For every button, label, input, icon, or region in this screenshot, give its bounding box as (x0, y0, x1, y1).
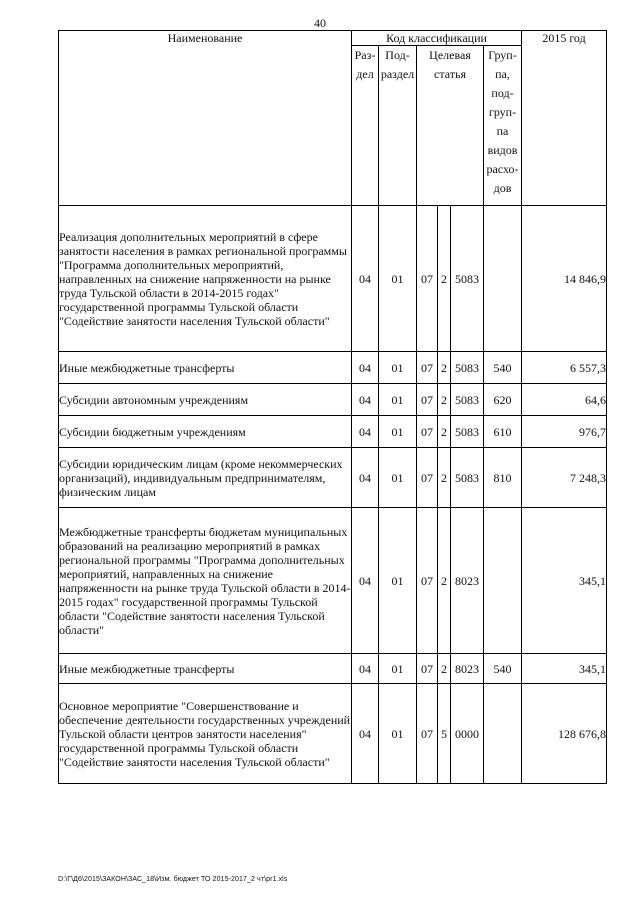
table-row (59, 684, 607, 784)
row-expense-group: 810 (484, 448, 522, 508)
row-target-part1: 07 (417, 352, 438, 384)
row-name: Субсидии бюджетным учреждениям (59, 416, 352, 448)
row-amount: 7 248,3 (522, 448, 607, 508)
budget-table (58, 30, 607, 784)
table-row (59, 206, 607, 352)
row-amount: 6 557,3 (522, 352, 607, 384)
row-target-part1: 07 (417, 384, 438, 416)
row-subsection: 01 (379, 508, 417, 654)
row-name: Основное мероприятие "Совершенствование и обеспечение деятельности государственных учреждений Тульской области центров занятости населения" государственной программы Тульской области "Содействие занятости населения Тульской области" (59, 684, 352, 784)
row-target-part1: 07 (417, 684, 438, 784)
row-name: Субсидии автономным учреждениям (59, 384, 352, 416)
row-target-part2: 2 (438, 352, 451, 384)
row-expense-group: 620 (484, 384, 522, 416)
header-subsection: Под- раздел (379, 46, 417, 206)
row-target-part3: 8023 (451, 654, 484, 684)
row-amount: 345,1 (522, 654, 607, 684)
row-subsection: 01 (379, 448, 417, 508)
row-amount: 64,6 (522, 384, 607, 416)
row-target-part3: 5083 (451, 416, 484, 448)
row-section: 04 (352, 206, 379, 352)
row-amount: 345,1 (522, 508, 607, 654)
row-target-part2: 2 (438, 508, 451, 654)
row-section: 04 (352, 448, 379, 508)
row-target-part2: 2 (438, 384, 451, 416)
row-subsection: 01 (379, 684, 417, 784)
table-row (59, 508, 607, 654)
header-expense-group: Груп- па, под- груп- па видов расхо- дов (484, 46, 522, 206)
row-section: 04 (352, 654, 379, 684)
row-target-part2: 2 (438, 654, 451, 684)
row-target-part1: 07 (417, 206, 438, 352)
row-target-part3: 5083 (451, 448, 484, 508)
row-section: 04 (352, 508, 379, 654)
row-target-part1: 07 (417, 448, 438, 508)
row-target-part2: 2 (438, 206, 451, 352)
row-target-part1: 07 (417, 416, 438, 448)
row-target-part2: 2 (438, 416, 451, 448)
row-expense-group (484, 206, 522, 352)
row-subsection: 01 (379, 416, 417, 448)
row-subsection: 01 (379, 206, 417, 352)
row-expense-group: 610 (484, 416, 522, 448)
row-target-part1: 07 (417, 654, 438, 684)
row-name: Реализация дополнительных мероприятий в сфере занятости населения в рамках региональной программы "Программа дополнительных мероприятий, направленных на снижение напряженности на рынке труда Тульской области в 2014-2015 годах" государственной программы Тульской области "Содействие занятости населения Тульской области" (59, 206, 352, 352)
row-section: 04 (352, 684, 379, 784)
row-target-part2: 5 (438, 684, 451, 784)
row-target-part3: 5083 (451, 206, 484, 352)
header-year: 2015 год (522, 31, 607, 206)
row-name: Иные межбюджетные трансферты (59, 352, 352, 384)
table-row (59, 654, 607, 684)
row-target-part1: 07 (417, 508, 438, 654)
table-row (59, 384, 607, 416)
row-target-part3: 5083 (451, 352, 484, 384)
header-name: Наименование (59, 31, 352, 206)
row-target-part2: 2 (438, 448, 451, 508)
row-subsection: 01 (379, 352, 417, 384)
row-amount: 14 846,9 (522, 206, 607, 352)
header-section: Раз- дел (352, 46, 379, 206)
row-section: 04 (352, 416, 379, 448)
table-row (59, 352, 607, 384)
row-name: Иные межбюджетные трансферты (59, 654, 352, 684)
row-subsection: 01 (379, 384, 417, 416)
row-target-part3: 5083 (451, 384, 484, 416)
row-expense-group: 540 (484, 352, 522, 384)
header-classification: Код классификации (352, 31, 522, 46)
file-path-footer: D:\Г\Д6\2015\ЗАКОН\ЗАС_18\Изм. бюджет ТО 2015-2017_2 чт\pr1.xls (58, 876, 288, 883)
row-name: Межбюджетные трансферты бюджетам муниципальных образований на реализацию мероприятий в рамках региональной программы "Программа дополнительных мероприятий, направленных на снижение напряженности на рынке труда Тульской области в 2014-2015 годах" государственной программы Тульской области "Содействие занятости населения Тульской области" (59, 508, 352, 654)
row-expense-group (484, 508, 522, 654)
row-target-part3: 8023 (451, 508, 484, 654)
table-row (59, 448, 607, 508)
row-section: 04 (352, 384, 379, 416)
row-expense-group: 540 (484, 654, 522, 684)
page-number: 40 (314, 16, 326, 30)
row-section: 04 (352, 352, 379, 384)
row-target-part3: 0000 (451, 684, 484, 784)
row-amount: 976,7 (522, 416, 607, 448)
row-expense-group (484, 684, 522, 784)
row-subsection: 01 (379, 654, 417, 684)
table-row (59, 416, 607, 448)
row-name: Субсидии юридическим лицам (кроме некоммерческих организаций), индивидуальным предпринимателям, физическим лицам (59, 448, 352, 508)
header-target-article: Целевая статья (417, 46, 484, 206)
row-amount: 128 676,8 (522, 684, 607, 784)
